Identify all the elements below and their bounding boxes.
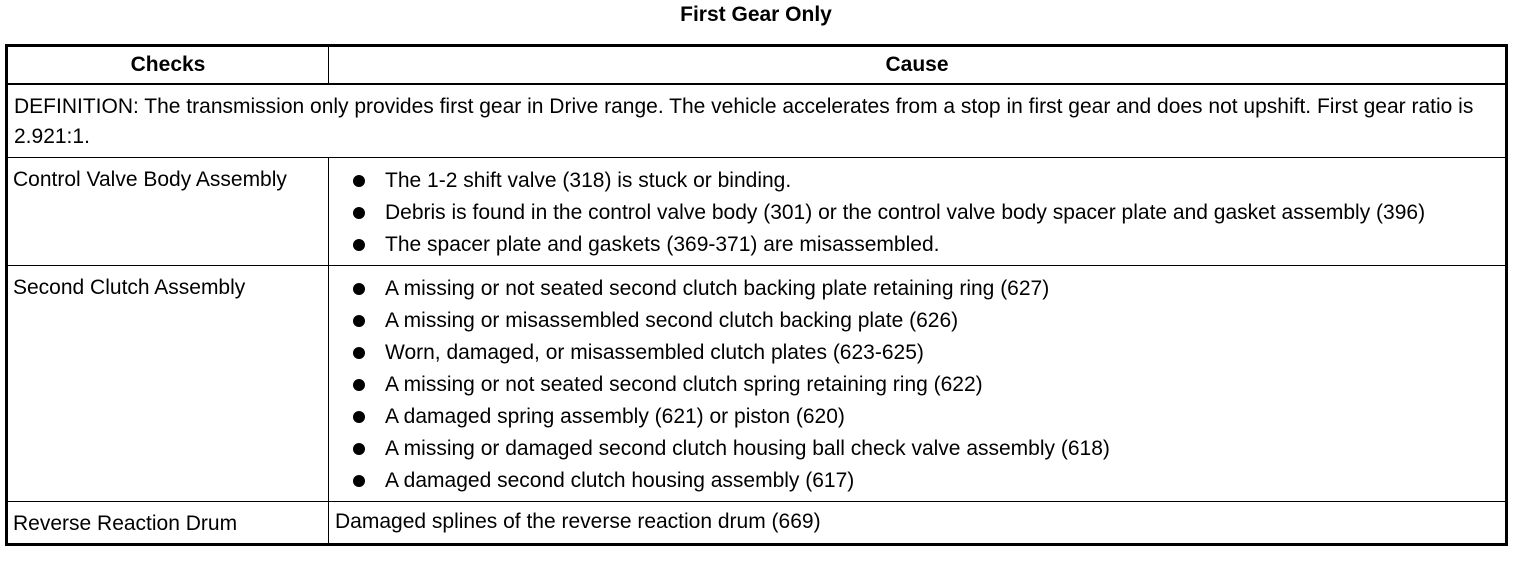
cause-list-item [351,337,1499,369]
cause-list [351,273,1499,497]
bullet-icon [353,175,365,187]
page-title: First Gear Only [680,3,832,26]
cause-text: A missing or not seated second clutch backing plate retaining ring (627) [385,277,1050,300]
cause-cell: Damaged splines of the reverse reaction drum (669) [329,502,1507,545]
cause-text: The spacer plate and gaskets (369-371) are misassembled. [385,233,940,256]
cause-list-item [351,165,1499,197]
cause-cell [329,158,1507,266]
cause-list-item [351,369,1499,401]
bullet-icon [353,475,365,487]
checks-column-header: Checks [7,46,329,85]
definition-text: DEFINITION: The transmission only provides first gear in Drive range. The vehicle accelerates from a stop in first gear and does not upshift. First gear ratio is 2.921:1. [7,84,1507,158]
cause-list-item [351,229,1499,261]
cause-text: Worn, damaged, or misassembled clutch plates (623-625) [385,341,924,364]
cause-column-header: Cause [329,46,1507,85]
diagnosis-table [5,44,1508,546]
bullet-icon [353,347,365,359]
definition-row [7,84,1507,158]
cause-text: The 1-2 shift valve (318) is stuck or binding. [385,169,792,192]
check-cell: Control Valve Body Assembly [7,158,329,266]
cause-cell [329,266,1507,502]
table-row [7,158,1507,266]
cause-list-item [351,433,1499,465]
bullet-icon [353,207,365,219]
cause-list-item [351,197,1499,229]
bullet-icon [353,315,365,327]
cause-list-item [351,305,1499,337]
bullet-icon [353,379,365,391]
table-row [7,502,1507,545]
bullet-icon [353,411,365,423]
cause-text: Debris is found in the control valve body (301) or the control valve body spacer plate and gasket assembly (396) [385,201,1426,224]
cause-list [351,165,1499,261]
cause-list-item [351,273,1499,305]
header-row [7,46,1507,85]
check-cell: Reverse Reaction Drum [7,502,329,545]
cause-text: A missing or not seated second clutch spring retaining ring (622) [385,373,983,396]
cause-list-item [351,401,1499,433]
bullet-icon [353,283,365,295]
bullet-icon [353,443,365,455]
cause-text: A missing or damaged second clutch housing ball check valve assembly (618) [385,437,1110,460]
cause-text: A damaged second clutch housing assembly (617) [385,469,855,492]
cause-text: A missing or misassembled second clutch backing plate (626) [385,309,959,332]
cause-text: A damaged spring assembly (621) or piston (620) [385,405,845,428]
bullet-icon [353,239,365,251]
cause-list-item [351,465,1499,497]
table-row [7,266,1507,502]
check-cell: Second Clutch Assembly [7,266,329,502]
